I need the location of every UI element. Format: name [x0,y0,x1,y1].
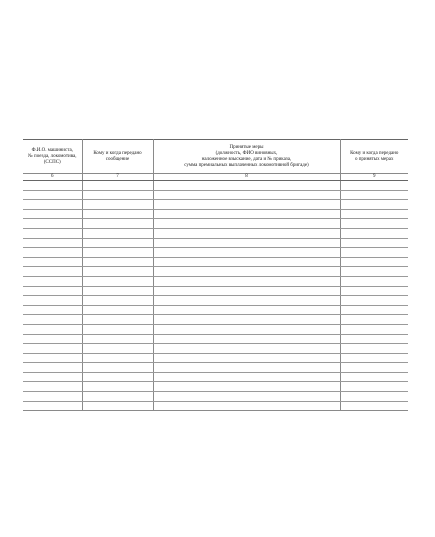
header-measures-reported-text: Кому и когда передано о принятых мерах [350,150,399,162]
table-row [23,238,408,248]
table-cell[interactable] [340,334,408,344]
table-row [23,181,408,191]
table-cell[interactable] [82,257,153,267]
table-row [23,209,408,219]
table-row [23,334,408,344]
table-cell[interactable] [340,276,408,286]
header-cell-measures-reported [340,140,408,174]
table-cell[interactable] [82,181,153,191]
table-cell[interactable] [23,353,82,363]
column-number-row [23,174,408,181]
table-cell[interactable] [23,257,82,267]
table-cell[interactable] [23,238,82,248]
table-body [23,181,408,411]
table-cell[interactable] [23,228,82,238]
table-row [23,257,408,267]
table-cell[interactable] [340,219,408,229]
table-cell[interactable] [153,315,340,325]
table-cell[interactable] [340,238,408,248]
table-row [23,296,408,306]
table-cell[interactable] [153,181,340,191]
table-cell[interactable] [153,324,340,334]
table-cell[interactable] [82,267,153,277]
header-measures-text: Принятые меры (должность, ФИО виновных, наложенное взыскание, дата и № приказа, сумма премиальных выплаченных локомотивной бригаде) [184,144,309,168]
table-row [23,401,408,411]
table-cell[interactable] [153,276,340,286]
table-row [23,248,408,258]
table-cell[interactable] [340,200,408,210]
table-cell[interactable] [82,248,153,258]
table-cell[interactable] [340,209,408,219]
table-cell[interactable] [340,228,408,238]
table-cell[interactable] [23,248,82,258]
table-cell[interactable] [340,372,408,382]
table-cell[interactable] [82,315,153,325]
column-number-6: 6 [23,174,82,181]
table-cell[interactable] [82,401,153,411]
table-cell[interactable] [340,363,408,373]
table-cell[interactable] [82,286,153,296]
column-number-7: 7 [82,174,153,181]
header-cell-driver [23,140,82,174]
table-row [23,190,408,200]
table-cell[interactable] [23,334,82,344]
table-row [23,267,408,277]
table-cell[interactable] [82,228,153,238]
table-cell[interactable] [23,219,82,229]
table-cell[interactable] [340,315,408,325]
table-cell[interactable] [23,344,82,354]
table-cell[interactable] [23,324,82,334]
table-row [23,363,408,373]
table-cell[interactable] [82,382,153,392]
table-cell[interactable] [153,334,340,344]
table-cell[interactable] [23,363,82,373]
header-row [23,140,408,174]
table-cell[interactable] [340,344,408,354]
table-cell[interactable] [153,267,340,277]
table-cell[interactable] [340,353,408,363]
table-cell[interactable] [23,315,82,325]
table-row [23,276,408,286]
table-cell[interactable] [153,372,340,382]
table-cell[interactable] [153,353,340,363]
table-cell[interactable] [340,267,408,277]
table-cell[interactable] [153,305,340,315]
table-cell[interactable] [153,190,340,200]
table-cell[interactable] [340,286,408,296]
table-cell[interactable] [23,372,82,382]
table-cell[interactable] [23,392,82,402]
table-cell[interactable] [23,305,82,315]
table-cell[interactable] [82,363,153,373]
table-cell[interactable] [23,286,82,296]
table-cell[interactable] [153,238,340,248]
table-cell[interactable] [82,219,153,229]
header-cell-measures [153,140,340,174]
table-cell[interactable] [340,248,408,258]
table-cell[interactable] [153,209,340,219]
table-cell[interactable] [82,334,153,344]
table-cell[interactable] [340,324,408,334]
table-cell[interactable] [153,286,340,296]
table-row [23,228,408,238]
table-cell[interactable] [153,257,340,267]
table-row [23,392,408,402]
table-cell[interactable] [340,181,408,191]
table-cell[interactable] [153,219,340,229]
header-driver-text: Ф.И.О. машиниста, № поезда, локомотива, (ССПС) [28,147,77,165]
table-row [23,219,408,229]
table-cell[interactable] [23,382,82,392]
table-row [23,344,408,354]
table-cell[interactable] [82,344,153,354]
table-row [23,353,408,363]
table-row [23,324,408,334]
table-cell[interactable] [23,181,82,191]
table-row [23,382,408,392]
table-cell[interactable] [23,209,82,219]
table-cell[interactable] [153,248,340,258]
table-row [23,372,408,382]
table-cell[interactable] [340,296,408,306]
table-row [23,305,408,315]
table-row [23,286,408,296]
table-cell[interactable] [82,353,153,363]
table-cell[interactable] [153,296,340,306]
journal-table [23,139,408,411]
table-cell[interactable] [340,190,408,200]
header-message-sent-text: Кому и когда передано сообщение [93,150,142,162]
table-cell[interactable] [340,392,408,402]
table-cell[interactable] [23,296,82,306]
table-cell[interactable] [340,305,408,315]
table-cell[interactable] [153,401,340,411]
table-cell[interactable] [340,401,408,411]
table-cell[interactable] [82,305,153,315]
table-cell[interactable] [82,190,153,200]
table-cell[interactable] [82,324,153,334]
table-cell[interactable] [153,382,340,392]
table-cell[interactable] [23,401,82,411]
column-number-9: 9 [340,174,408,181]
table-cell[interactable] [82,296,153,306]
table-cell[interactable] [153,363,340,373]
table-cell[interactable] [23,276,82,286]
table-cell[interactable] [82,200,153,210]
table-cell[interactable] [82,209,153,219]
table-cell[interactable] [153,200,340,210]
table-cell[interactable] [340,257,408,267]
table-cell[interactable] [23,267,82,277]
table-cell[interactable] [23,190,82,200]
table-cell[interactable] [340,382,408,392]
table-cell[interactable] [82,238,153,248]
table-row [23,315,408,325]
table-cell[interactable] [153,228,340,238]
table-cell[interactable] [23,200,82,210]
table-cell[interactable] [82,276,153,286]
header-cell-message-sent [82,140,153,174]
table-cell[interactable] [82,372,153,382]
table-cell[interactable] [153,392,340,402]
table-cell[interactable] [82,392,153,402]
table-row [23,200,408,210]
table-cell[interactable] [153,344,340,354]
column-number-8: 8 [153,174,340,181]
